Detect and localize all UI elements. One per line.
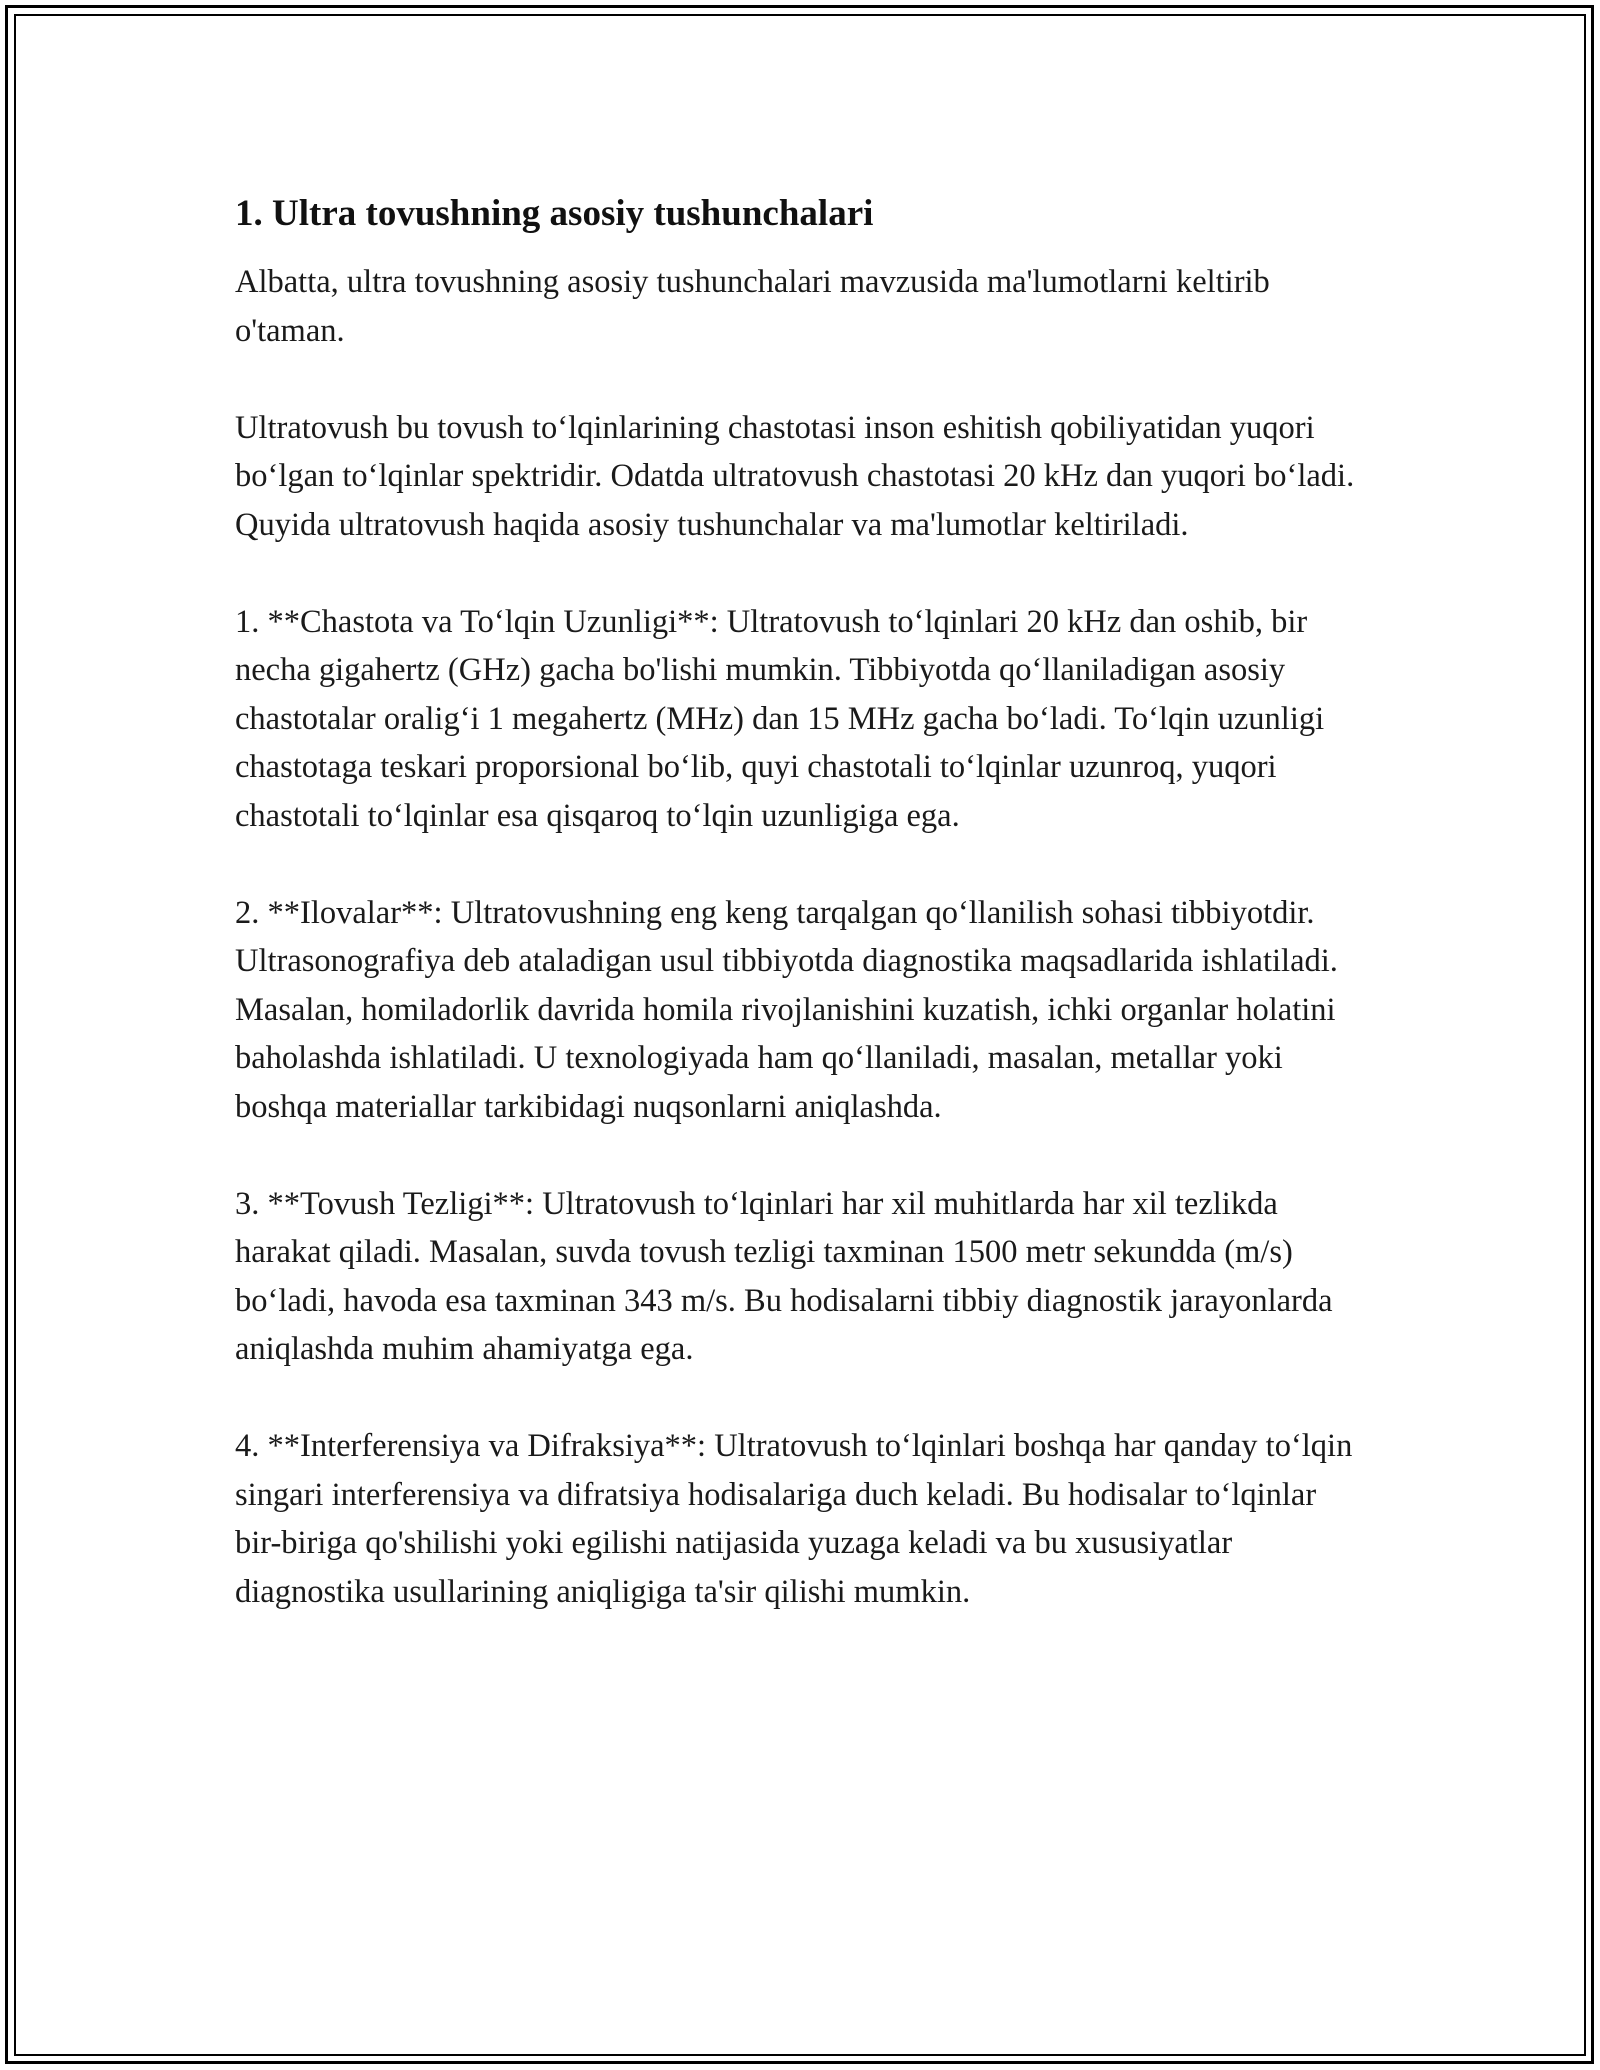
interference-paragraph: 4. **Interferensiya va Difraksiya**: Ultratovush to‘lqinlari boshqa har qanday to‘lqin singari interferensiya va difratsiya hodisalariga duch keladi. Bu hodisalar to‘lqinlar bir-biriga qo'shilishi yoki egilishi natijasida yuzaga keladi va bu xususiyatlar diagnostika usullarining aniqligiga ta'sir qilishi mumkin. — [235, 1428, 1353, 1610]
document-title: 1. Ultra tovushning asosiy tushunchalari — [235, 193, 874, 234]
applications-paragraph: 2. **Ilovalar**: Ultratovushning eng keng tarqalgan qo‘llanilish sohasi tibbiyotdir. Ultrasonografiya deb ataladigan usul tibbiyotda diagnostika maqsadlarida ishlatiladi. Masalan, homiladorlik davrida homila rivojlanishini kuzatish, ichki organlar holatini baholashda ishlatiladi. U texnologiyada ham qo‘llaniladi, masalan, metallar yoki boshqa materiallar tarkibidagi nuqsonlarni aniqlashda. — [235, 894, 1338, 1125]
sound-speed-paragraph: 3. **Tovush Tezligi**: Ultratovush to‘lqinlari har xil muhitlarda har xil tezlikda harakat qiladi. Masalan, suvda tovush tezligi taxminan 1500 metr sekundda (m/s) bo‘ladi, havoda esa taxminan 343 m/s. Bu hodisalarni tibbiy diagnostik jarayonlarda aniqlashda muhim ahamiyatga ega. — [235, 1185, 1333, 1367]
frequency-paragraph: 1. **Chastota va To‘lqin Uzunligi**: Ultratovush to‘lqinlari 20 kHz dan oshib, bir necha gigahertz (GHz) gacha bo'lishi mumkin. Tibbiyotda qo‘llaniladigan asosiy chastotalar oralig‘i 1 megahertz (MHz) dan 15 MHz gacha bo‘ladi. To‘lqin uzunligi chastotaga teskari proporsional bo‘lib, quyi chastotali to‘lqinlar uzunroq, yuqori chastotali to‘lqinlar esa qisqaroq to‘lqin uzunligiga ega. — [235, 603, 1325, 834]
intro-paragraph: Albatta, ultra tovushning asosiy tushunchalari mavzusida ma'lumotlarni keltirib o'taman. — [235, 264, 1270, 349]
document-body — [235, 190, 1365, 1665]
definition-paragraph: Ultratovush bu tovush to‘lqinlarining chastotasi inson eshitish qobiliyatidan yuqori bo‘lgan to‘lqinlar spektridir. Odatda ultratovush chastotasi 20 kHz dan yuqori bo‘ladi. Quyida ultratovush haqida asosiy tushunchalar va ma'lumotlar keltiriladi. — [235, 409, 1355, 543]
